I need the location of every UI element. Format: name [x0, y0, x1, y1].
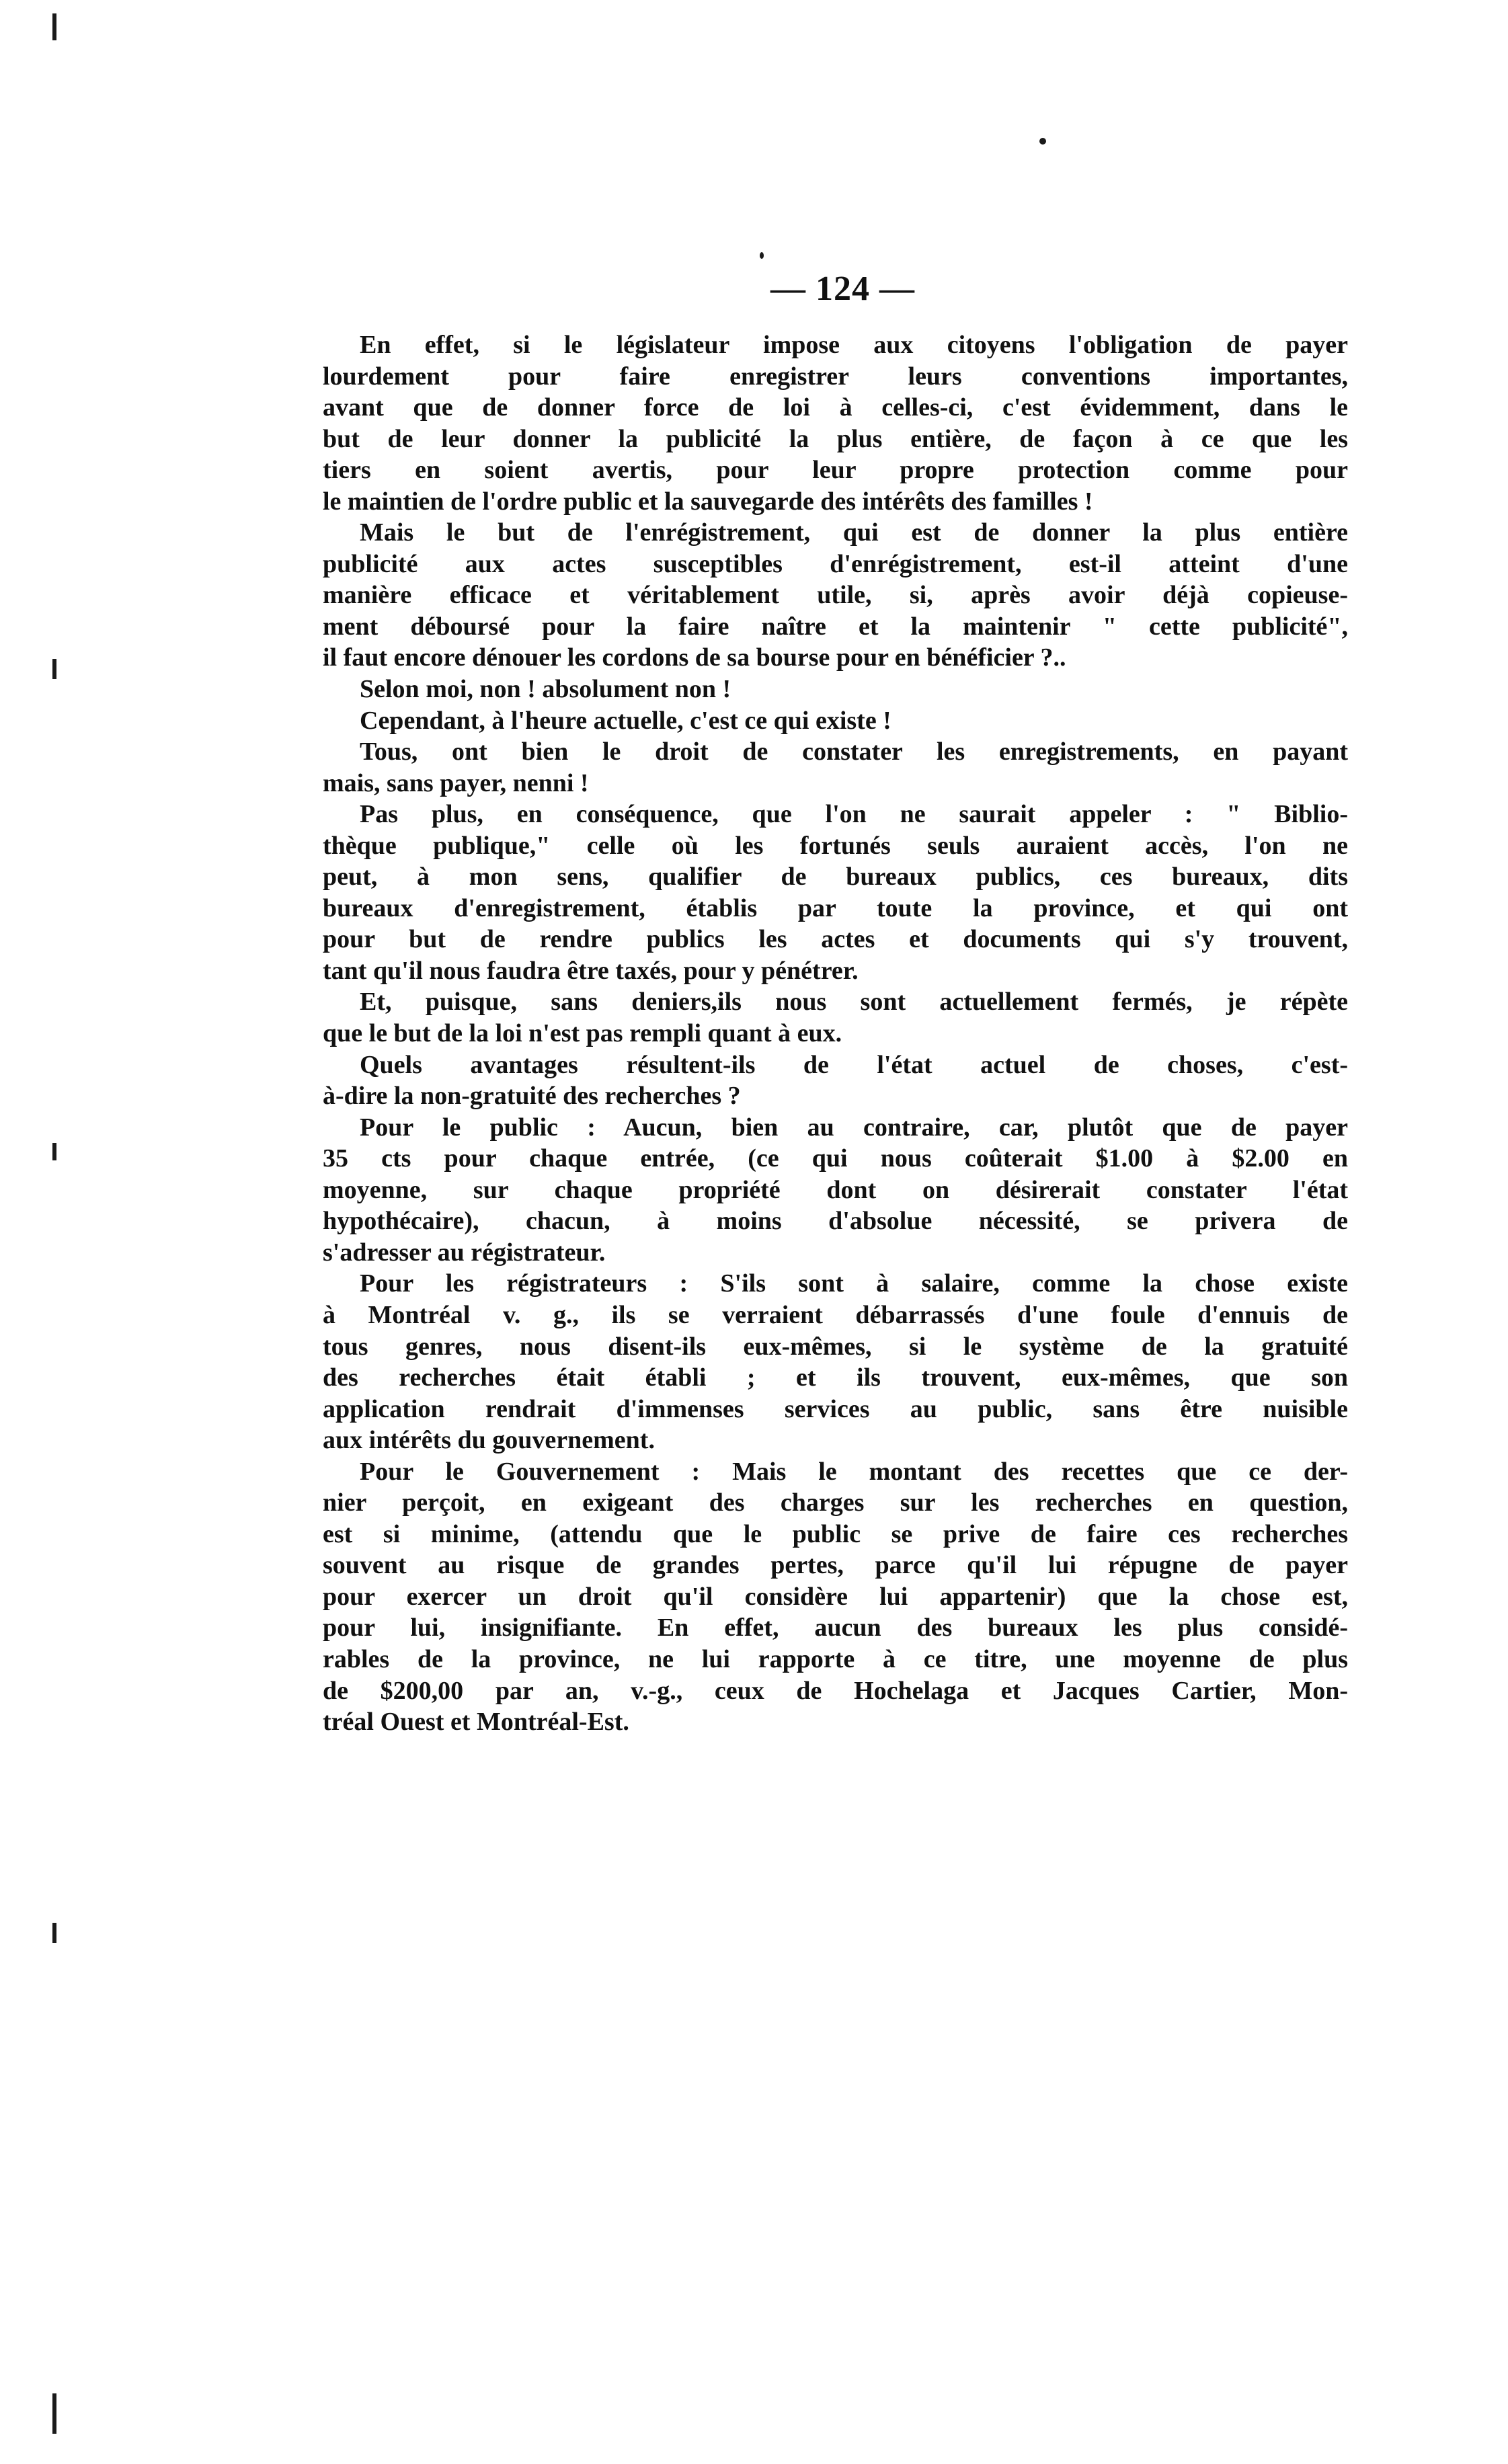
text-line: tiers en soient avertis, pour leur propre protection comme pour — [323, 456, 1348, 485]
text-line: tous genres, nous disent-ils eux-mêmes, si le système de la gratuité — [323, 1332, 1348, 1361]
text-line: à Montréal v. g., ils se verraient débarrassés d'une foule d'ennuis de — [323, 1300, 1348, 1329]
text-line: bureaux d'enregistrement, établis par toute la province, et qui ont — [323, 893, 1348, 922]
binding-shadow-top — [52, 13, 56, 40]
text-line: publicité aux actes susceptibles d'enrégistrement, est-il atteint d'une — [323, 549, 1348, 578]
body-text — [323, 329, 1348, 1738]
text-line: Et, puisque, sans deniers,ils nous sont actuellement fermés, je répète — [360, 988, 1348, 1017]
text-line: hypothécaire), chacun, à moins d'absolue nécessité, se privera de — [323, 1207, 1348, 1236]
text-line: En effet, si le législateur impose aux citoyens l'obligation de payer — [360, 331, 1348, 359]
text-line: thèque publique," celle où les fortunés seuls auraient accès, l'on ne — [323, 831, 1348, 860]
text-line: à-dire la non-gratuité des recherches ? — [323, 1082, 741, 1111]
text-line: lourdement pour faire enregistrer leurs conventions importantes, — [323, 362, 1348, 391]
binding-shadow-left — [52, 659, 56, 679]
text-line: tant qu'il nous faudra être taxés, pour y pénétrer. — [323, 956, 859, 985]
text-line: 35 cts pour chaque entrée, (ce qui nous coûterait $1.00 à $2.00 en — [323, 1144, 1348, 1173]
text-line: que le but de la loi n'est pas rempli quant à eux. — [323, 1019, 842, 1048]
text-line: pour lui, insignifiante. En effet, aucun des bureaux les plus considé- — [323, 1614, 1348, 1642]
text-line: rables de la province, ne lui rapporte à ce titre, une moyenne de plus — [323, 1644, 1348, 1673]
text-line: mais, sans payer, nenni ! — [323, 768, 589, 797]
text-line: peut, à mon sens, qualifier de bureaux publics, ces bureaux, dits — [323, 863, 1348, 891]
text-line: il faut encore dénouer les cordons de sa bourse pour en bénéficier ?.. — [323, 643, 1066, 672]
text-line: Quels avantages résultent-ils de l'état actuel de choses, c'est- — [360, 1050, 1348, 1079]
text-line: pour exercer un droit qu'il considère lui appartenir) que la chose est, — [323, 1582, 1348, 1611]
text-line: Selon moi, non ! absolument non ! — [360, 675, 731, 704]
text-line: Pour le public : Aucun, bien au contraire, car, plutôt que de payer — [360, 1113, 1348, 1142]
text-line: le maintien de l'ordre public et la sauvegarde des intérêts des familles ! — [323, 487, 1093, 516]
text-line: de $200,00 par an, v.-g., ceux de Hochelaga et Jacques Cartier, Mon- — [323, 1676, 1348, 1705]
text-line: moyenne, sur chaque propriété dont on désirerait constater l'état — [323, 1175, 1348, 1204]
text-line: souvent au risque de grandes pertes, parce qu'il lui répugne de payer — [323, 1551, 1348, 1580]
text-line: Pas plus, en conséquence, que l'on ne saurait appeler : " Biblio- — [360, 800, 1348, 829]
page-number: — 124 — — [770, 270, 915, 308]
text-line: tréal Ouest et Montréal-Est. — [323, 1708, 629, 1737]
text-line: est si minime, (attendu que le public se prive de faire ces recherches — [323, 1519, 1348, 1548]
text-line: aux intérêts du gouvernement. — [323, 1426, 655, 1455]
binding-shadow-bottom — [52, 2393, 56, 2434]
text-line: Tous, ont bien le droit de constater les enregistrements, en payant — [360, 738, 1348, 766]
text-line: avant que de donner force de loi à celles-ci, c'est évidemment, dans le — [323, 393, 1348, 422]
text-line: s'adresser au régistrateur. — [323, 1238, 606, 1267]
binding-shadow-low — [52, 1923, 56, 1943]
text-line: Mais le but de l'enrégistrement, qui est de donner la plus entière — [360, 518, 1348, 547]
text-line: application rendrait d'immenses services au public, sans être nuisible — [323, 1394, 1348, 1423]
text-line: Pour les régistrateurs : S'ils sont à salaire, comme la chose existe — [360, 1269, 1348, 1298]
text-line: but de leur donner la publicité la plus entière, de façon à ce que les — [323, 424, 1348, 453]
text-line: des recherches était établi ; et ils trouvent, eux-mêmes, que son — [323, 1363, 1348, 1392]
ink-speck — [760, 252, 764, 259]
text-line: ment déboursé pour la faire naître et la maintenir " cette publicité", — [323, 612, 1348, 641]
text-line: pour but de rendre publics les actes et documents qui s'y trouvent, — [323, 925, 1348, 954]
text-line: nier perçoit, en exigeant des charges sur les recherches en question, — [323, 1488, 1348, 1517]
text-line: Pour le Gouvernement : Mais le montant des recettes que ce der- — [360, 1457, 1348, 1486]
text-line: Cependant, à l'heure actuelle, c'est ce qui existe ! — [360, 706, 891, 735]
ink-speck — [1039, 138, 1046, 145]
binding-shadow-mid — [52, 1143, 56, 1160]
text-line: manière efficace et véritablement utile, si, après avoir déjà copieuse- — [323, 581, 1348, 610]
